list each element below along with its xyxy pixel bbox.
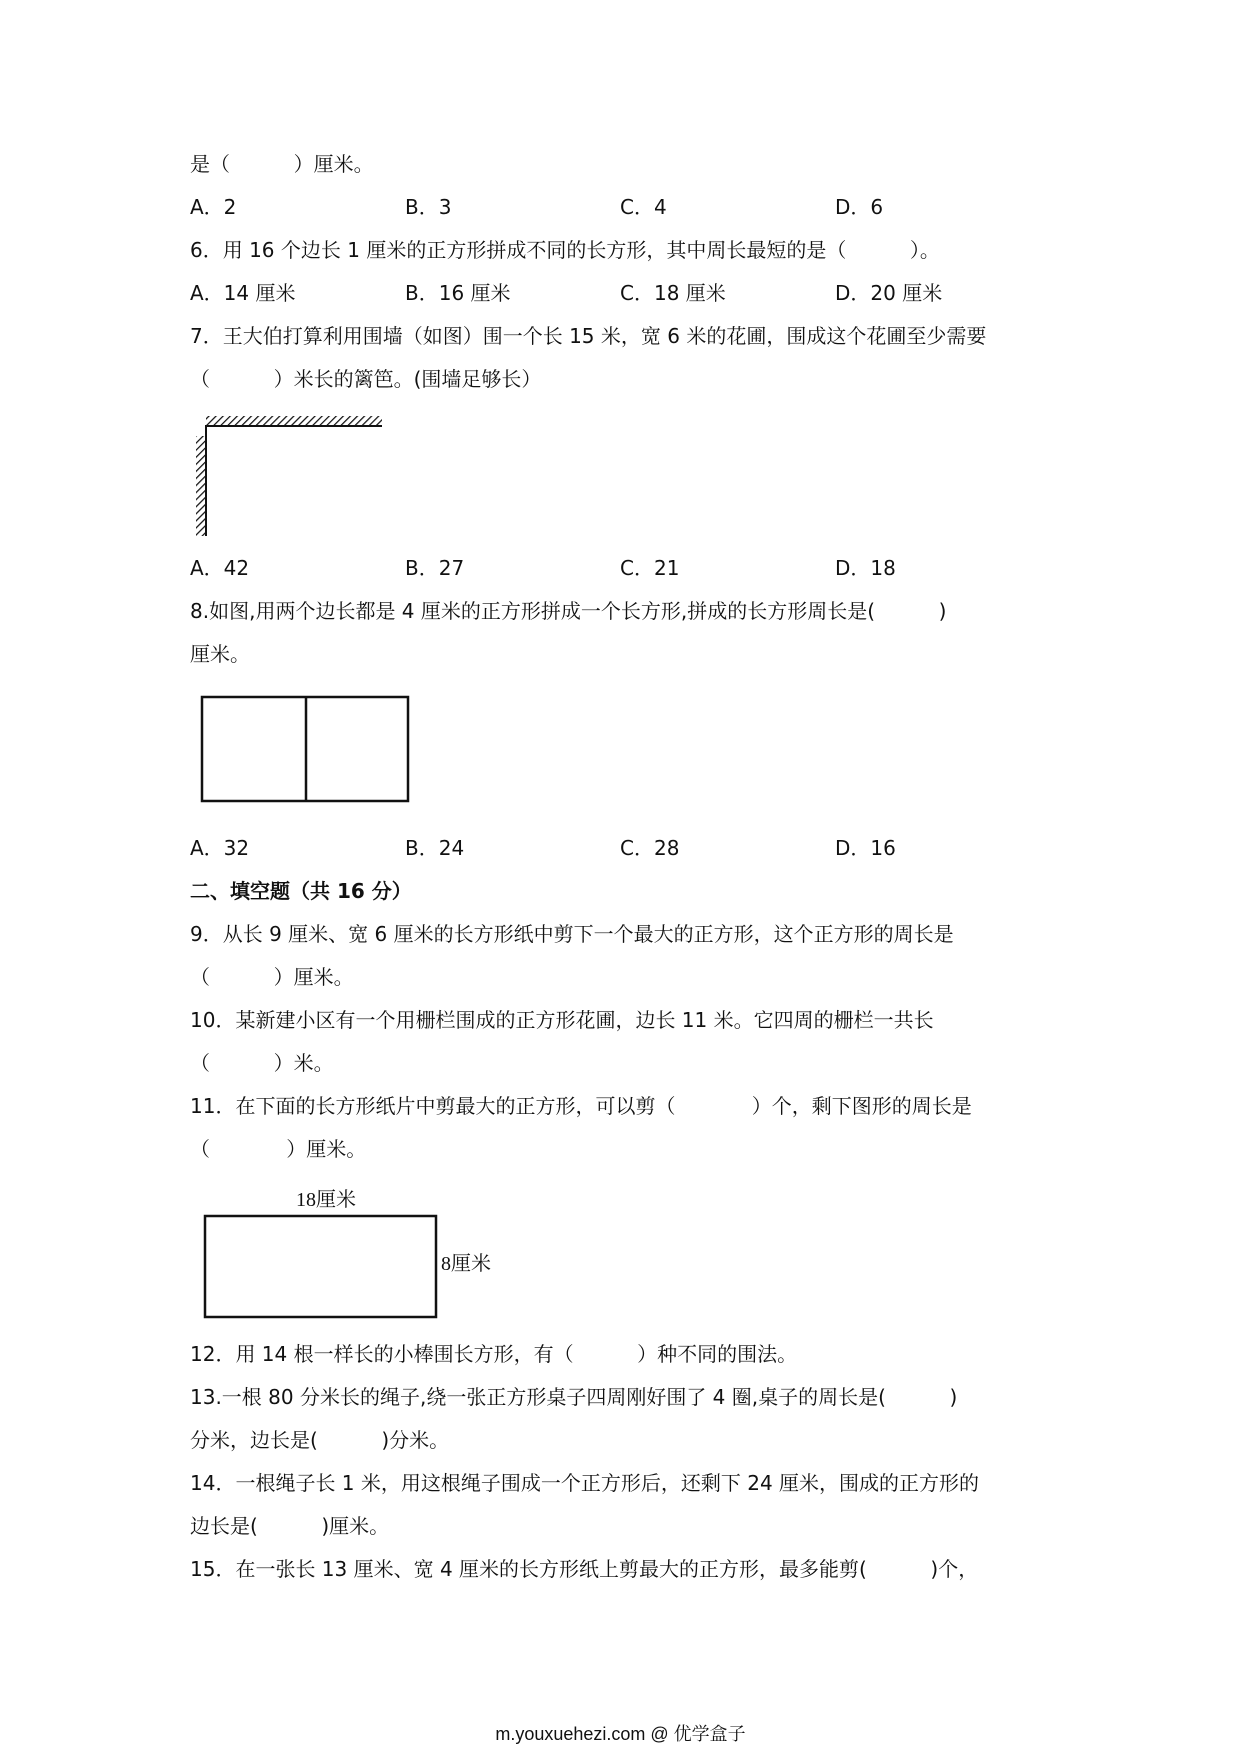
q5-option-c[interactable]: C．4: [620, 195, 667, 219]
q6-option-a[interactable]: A．14 厘米: [190, 281, 296, 305]
q5-option-a[interactable]: A．2: [190, 195, 237, 219]
q11-stem-line2: （ ）厘米。: [190, 1137, 367, 1161]
wall-top-hatch: [206, 416, 382, 426]
q10-stem-line1: 10．某新建小区有一个用栅栏围成的正方形花圃，边长 11 米。它四周的栅栏一共长: [190, 1008, 934, 1032]
q7-options: [190, 554, 1090, 582]
q11-side-width-label: 8厘米: [441, 1253, 491, 1275]
q10-stem-line2: （ ）米。: [190, 1051, 334, 1075]
q7-option-c[interactable]: C．21: [620, 556, 680, 580]
q13-stem-line2: 分米，边长是( )分米。: [190, 1428, 450, 1452]
q14-stem-line2: 边长是( )厘米。: [190, 1514, 390, 1538]
q5-options: [190, 193, 1090, 221]
q11-top-length-label: 18厘米: [296, 1189, 356, 1211]
q6-stem: 6．用 16 个边长 1 厘米的正方形拼成不同的长方形，其中周长最短的是（ ）。: [190, 238, 940, 262]
q8-stem-line2: 厘米。: [190, 642, 250, 666]
q12-stem: 12．用 14 根一样长的小棒围长方形，有（ ）种不同的围法。: [190, 1342, 798, 1366]
q5-option-d[interactable]: D．6: [835, 195, 884, 219]
q7-option-d[interactable]: D．18: [835, 556, 896, 580]
q7-wall-figure: [196, 414, 386, 538]
q7-stem-line2: （ ）米长的篱笆。(围墙足够长）: [190, 367, 542, 391]
q8-options: [190, 834, 1090, 862]
q14-stem-line1: 14．一根绳子长 1 米，用这根绳子围成一个正方形后，还剩下 24 厘米，围成的正方形的: [190, 1471, 980, 1495]
q11-rectangle: [205, 1216, 436, 1317]
q5-stem-tail: 是（ ）厘米。: [190, 152, 374, 176]
q8-two-squares-figure: [198, 693, 414, 805]
q9-stem-line1: 9．从长 9 厘米、宽 6 厘米的长方形纸中剪下一个最大的正方形，这个正方形的周长是: [190, 922, 954, 946]
q8-stem-line1: 8.如图,用两个边长都是 4 厘米的正方形拼成一个长方形,拼成的长方形周长是( ): [190, 599, 947, 623]
q8-option-a[interactable]: A．32: [190, 836, 250, 860]
q9-stem-line2: （ ）厘米。: [190, 965, 354, 989]
q6-option-b[interactable]: B．16 厘米: [405, 281, 511, 305]
q5-option-b[interactable]: B．3: [405, 195, 452, 219]
q7-stem-line1: 7．王大伯打算利用围墙（如图）围一个长 15 米，宽 6 米的花圃，围成这个花圃至少需要: [190, 324, 987, 348]
q6-options: [190, 279, 1090, 307]
q7-option-a[interactable]: A．42: [190, 556, 250, 580]
section-2-heading: 二、填空题（共 16 分）: [190, 879, 412, 903]
q6-option-d[interactable]: D．20 厘米: [835, 281, 943, 305]
q7-option-b[interactable]: B．27: [405, 556, 465, 580]
q8-option-c[interactable]: C．28: [620, 836, 680, 860]
q8-option-b[interactable]: B．24: [405, 836, 465, 860]
q6-option-c[interactable]: C．18 厘米: [620, 281, 726, 305]
wall-edge: [206, 426, 382, 536]
wall-side-hatch: [196, 436, 206, 536]
q15-stem: 15．在一张长 13 厘米、宽 4 厘米的长方形纸上剪最大的正方形，最多能剪( )个，: [190, 1557, 979, 1581]
q11-stem-line1: 11．在下面的长方形纸片中剪最大的正方形，可以剪（ ）个，剩下图形的周长是: [190, 1094, 972, 1118]
q8-option-d[interactable]: D．16: [835, 836, 896, 860]
q13-stem-line1: 13.一根 80 分米长的绳子,绕一张正方形桌子四周刚好围了 4 圈,桌子的周长是( ): [190, 1385, 958, 1409]
page-footer: m.youxuehezi.com @ 优学盒子: [495, 1724, 746, 1744]
q11-rectangle-figure: [198, 1180, 508, 1320]
